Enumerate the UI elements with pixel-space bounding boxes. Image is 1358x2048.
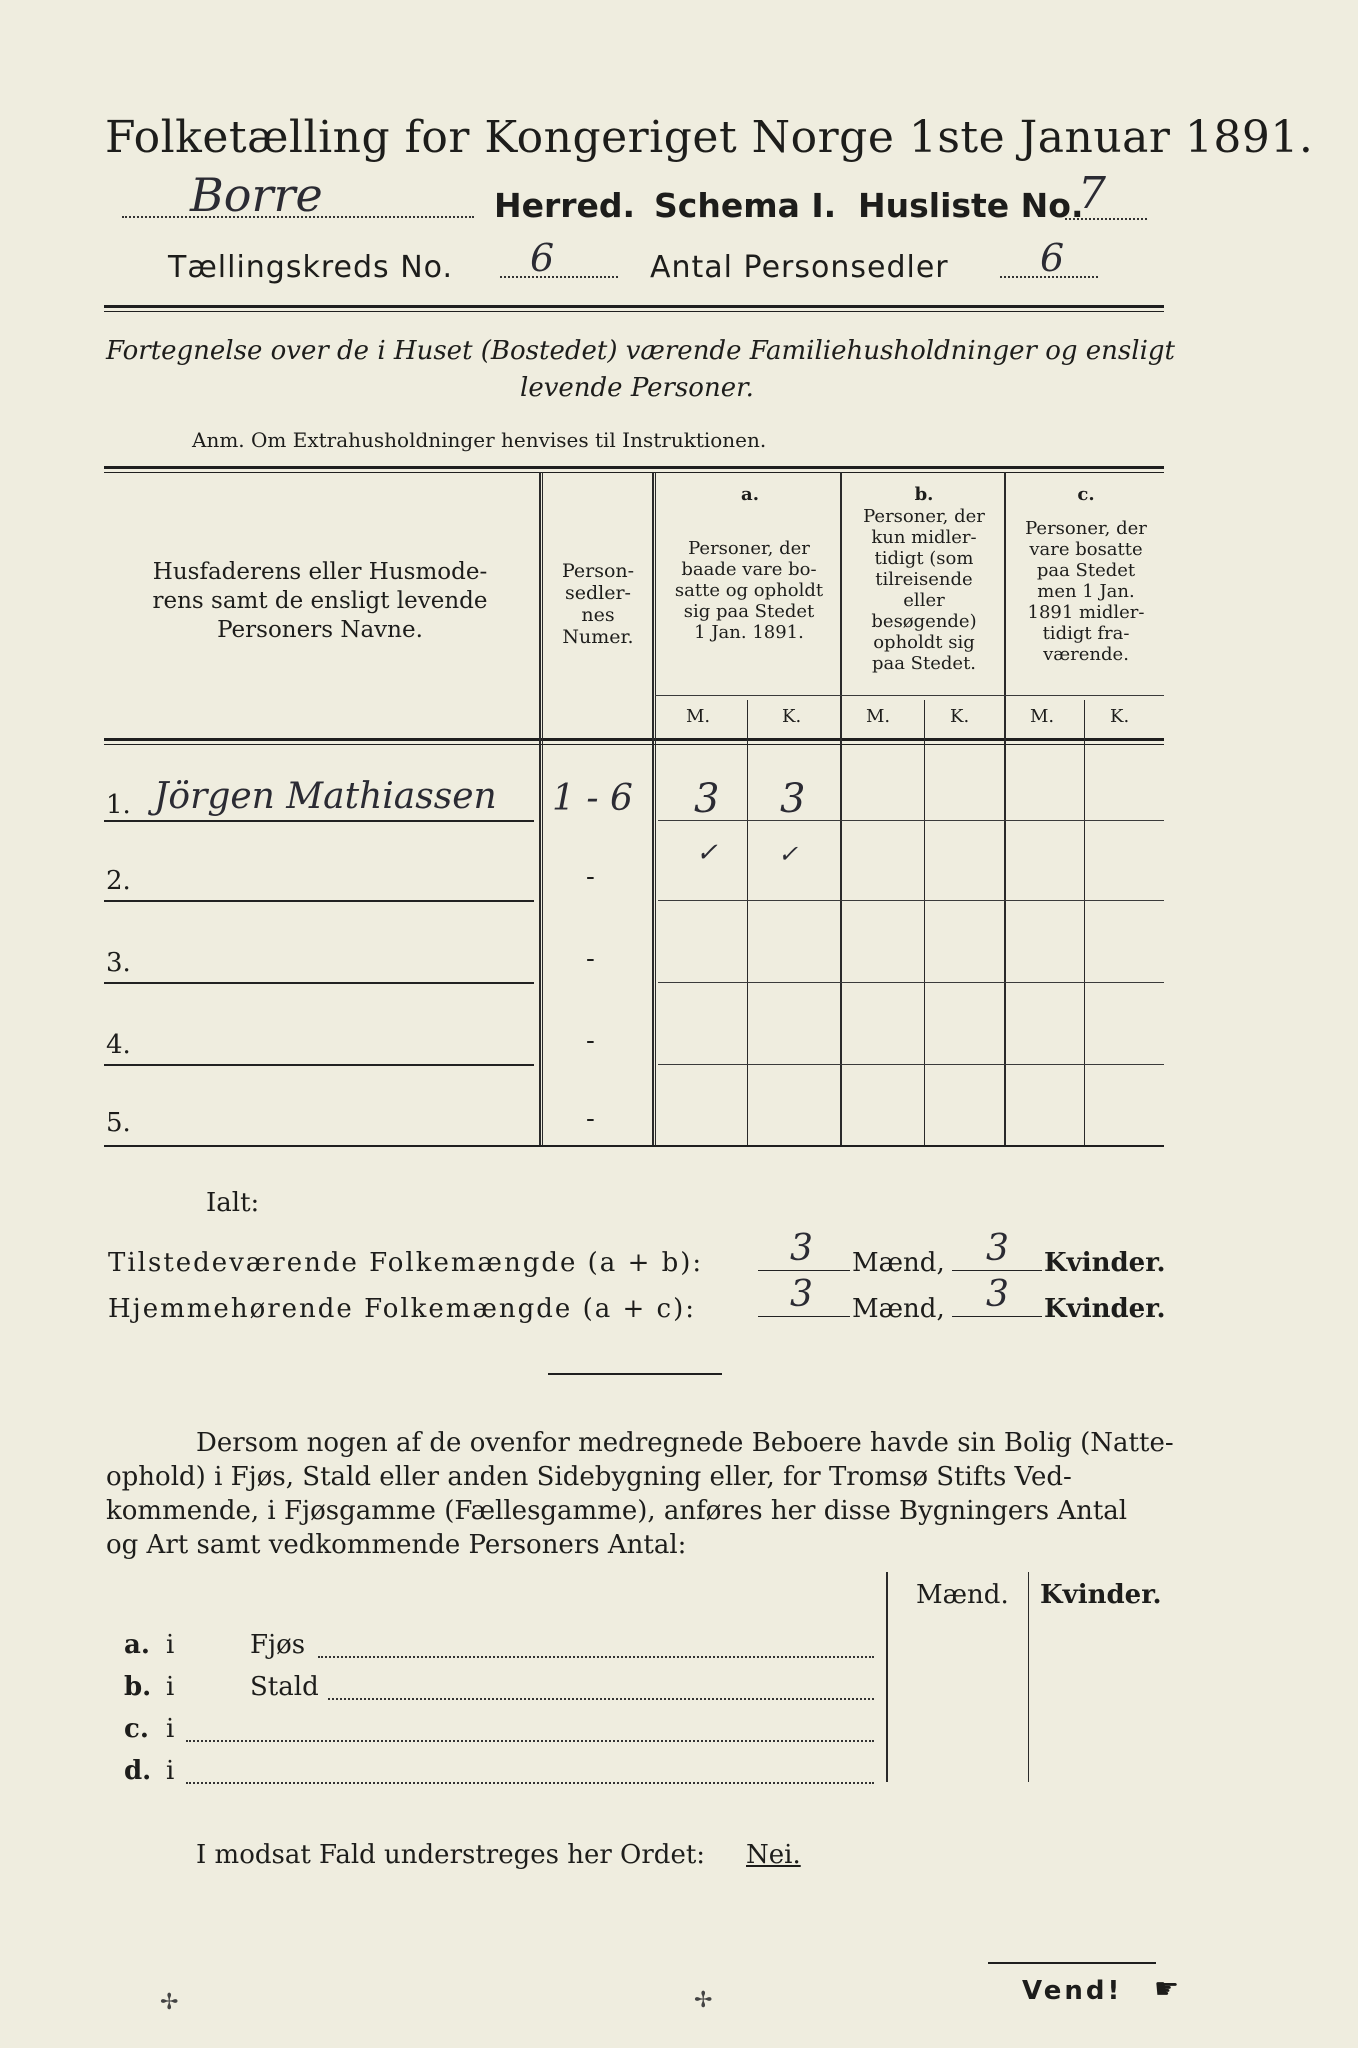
row-2-number: 2. [106,866,131,896]
row-1-a-m: 3 [694,776,720,822]
row-line-2-cells [658,900,1164,901]
buildings-para-2: ophold) i Fjøs, Stald eller anden Sidebygning eller, for Tromsø Stifts Ved- [106,1462,1072,1492]
antal-label: Antal Personsedler [650,250,949,285]
row-2-a-m-check: ✓ [696,838,718,868]
building-d-i: i [166,1756,175,1786]
col-c-line-3: paa Stedet [1036,560,1136,581]
building-d-letter: d. [124,1756,152,1786]
row-2-num: - [586,862,595,892]
hjemme-label: Hjemmehørende Folkemængde (a + c): [108,1294,696,1324]
row-2-a-k-check: ✓ [778,840,799,868]
building-c-i: i [166,1714,175,1744]
herred-label: Herred. [494,186,636,225]
building-c-letter: c. [124,1714,149,1744]
kreds-value: 6 [530,236,555,280]
buildings-maend-head: Mænd. [916,1580,1009,1610]
building-a-label: Fjøs [250,1630,306,1660]
hjemme-k-value: 3 [986,1274,1009,1315]
pointing-hand-icon: ☛ [1154,1972,1180,2005]
col-sep-2b [655,472,656,1145]
col-c-line-1: Personer, der [1025,518,1147,539]
buildings-sep-1 [886,1572,888,1782]
buildings-para-1: Dersom nogen af de ovenfor medregnede Beboere havde sin Bolig (Natte- [196,1428,1174,1458]
table-bottom-rule [104,1145,1164,1147]
kreds-label: Tællingskreds No. [168,250,453,285]
row-1-name: Jörgen Mathiassen [154,776,497,817]
hjemme-kvinder: Kvinder. [1044,1294,1166,1324]
vend-label: Vend! [1022,1976,1123,2006]
col-sep-1b [542,472,543,1145]
nei-word: Nei. [746,1840,801,1870]
tilstede-m-value: 3 [790,1228,813,1269]
col-sep-3 [840,472,842,1145]
col-b-line-1: Personer, der [863,506,985,527]
row-line-1-cells [658,820,1164,821]
col-num-line-3: nes [581,604,615,626]
ornament-mark-center-icon: ✢ [694,1988,713,2013]
col-b-line-2: kun midler- [871,527,977,548]
col-name-line-3: Personers Navne. [217,617,423,643]
antal-value: 6 [1040,236,1065,280]
building-b-letter: b. [124,1672,152,1702]
col-num-line-2: sedler- [565,582,631,604]
b-m-label: M. [866,706,891,727]
modsat-text: I modsat Fald understreges her Ordet: [196,1840,706,1870]
col-a-line-5: 1 Jan. 1891. [694,622,804,643]
husliste-label: Husliste No. [858,186,1084,225]
row-1-number: 1. [106,790,131,820]
col-a-line-3: satte og opholdt [674,580,824,601]
col-c-letter: c. [1077,484,1095,505]
herred-value: Borre [190,168,323,222]
col-a-letter: a. [741,484,759,505]
husliste-value: 7 [1078,168,1106,219]
col-a-line-1: Personer, der [688,538,810,559]
table-top-rule [104,466,1164,469]
tilstede-maend: Mænd, [852,1248,945,1278]
schema-label: Schema I. [654,186,837,225]
hjemme-m-line [758,1316,850,1317]
col-c-line-2: vare bosatte [1029,539,1143,560]
col-b-line-3: tidigt (som [874,548,974,569]
section-divider [548,1373,722,1375]
b-k-label: K. [950,706,970,727]
tilstede-k-line [952,1270,1042,1271]
ornament-mark-left-icon: ✢ [160,1990,179,2015]
vend-rule [988,1962,1156,1964]
row-3-num: - [586,944,595,974]
a-k-label: K. [782,706,802,727]
col-c-line-6: tidigt fra- [1042,623,1130,644]
hjemme-k-line [952,1316,1042,1317]
tilstede-kvinder: Kvinder. [1044,1248,1166,1278]
col-name-line-2: rens samt de ensligt levende [152,588,488,614]
col-sep-b-mk [924,700,925,1145]
buildings-para-3: kommende, i Fjøsgamme (Fællesgamme), anføres her disse Bygningers Antal [106,1496,1128,1526]
col-a-line-4: sig paa Stedet [683,601,815,622]
building-a-letter: a. [124,1630,150,1660]
building-d-dotline [186,1782,874,1784]
row-4-number: 4. [106,1030,131,1060]
row-line-4-name [104,1064,534,1066]
buildings-para-4: og Art samt vedkommende Personers Antal: [106,1530,687,1560]
header-rule-thick [104,305,1164,308]
buildings-sep-2 [1028,1572,1029,1782]
building-c-dotline [186,1740,874,1742]
building-b-dotline [328,1698,874,1700]
row-line-3-cells [658,982,1164,983]
row-1-a-k: 3 [780,776,806,822]
row-line-2-name [104,900,534,902]
col-sep-1 [539,472,541,1145]
kreds-dotline [500,276,618,278]
col-c-line-4: men 1 Jan. [1037,581,1135,602]
intro-line-2: levende Personer. [520,373,754,403]
col-sep-a-mk [747,700,748,1145]
col-num-header [545,560,651,648]
building-b-i: i [166,1672,175,1702]
row-1-num: 1 - 6 [552,778,633,819]
tilstede-label: Tilstedeværende Folkemængde (a + b): [108,1248,704,1278]
a-m-label: M. [686,706,711,727]
buildings-kvinder-head: Kvinder. [1040,1580,1162,1610]
col-num-line-4: Numer. [562,626,634,648]
col-sep-2 [652,472,654,1145]
intro-line-1: Fortegnelse over de i Huset (Bostedet) værende Familiehusholdninger og ensligt [106,336,1175,366]
hjemme-maend: Mænd, [852,1294,945,1324]
col-a-line-2: baade vare bo- [681,559,817,580]
hjemme-m-value: 3 [790,1274,813,1315]
col-name-header [110,558,530,645]
row-5-number: 5. [106,1108,131,1138]
col-c-line-5: 1891 midler- [1027,602,1145,623]
header-rule-thin [104,311,1164,312]
tilstede-k-value: 3 [986,1228,1009,1269]
col-b-line-5: eller [903,590,945,611]
col-b-line-7: opholdt sig [873,632,975,653]
col-b-letter: b. [914,484,934,505]
row-4-num: - [586,1026,595,1056]
c-m-label: M. [1030,706,1055,727]
col-c-line-7: værende. [1043,644,1129,665]
building-a-i: i [166,1630,175,1660]
anm-note: Anm. Om Extrahusholdninger henvises til Instruktionen. [192,428,767,452]
row-line-3-name [104,982,534,984]
form-title: Folketælling for Kongeriget Norge 1ste Januar 1891. [105,112,1314,163]
col-b-line-8: paa Stedet. [871,653,977,674]
ialt-label: Ialt: [206,1188,260,1218]
col-c-header [1006,518,1166,665]
row-line-1-name [104,820,534,822]
col-b-header [844,506,1004,674]
col-num-line-1: Person- [561,560,635,582]
col-b-line-6: besøgende) [871,611,977,632]
building-b-label: Stald [250,1672,319,1702]
row-line-4-cells [658,1064,1164,1065]
col-sep-c-mk [1084,700,1085,1145]
building-a-dotline [318,1656,874,1658]
col-b-line-4: tilreisende [875,569,973,590]
tilstede-m-line [758,1270,850,1271]
col-a-header [658,538,840,643]
mk-header-rule [655,695,1164,696]
c-k-label: K. [1110,706,1130,727]
row-5-num: - [586,1104,595,1134]
col-name-line-1: Husfaderens eller Husmode- [152,559,488,585]
row-3-number: 3. [106,948,131,978]
